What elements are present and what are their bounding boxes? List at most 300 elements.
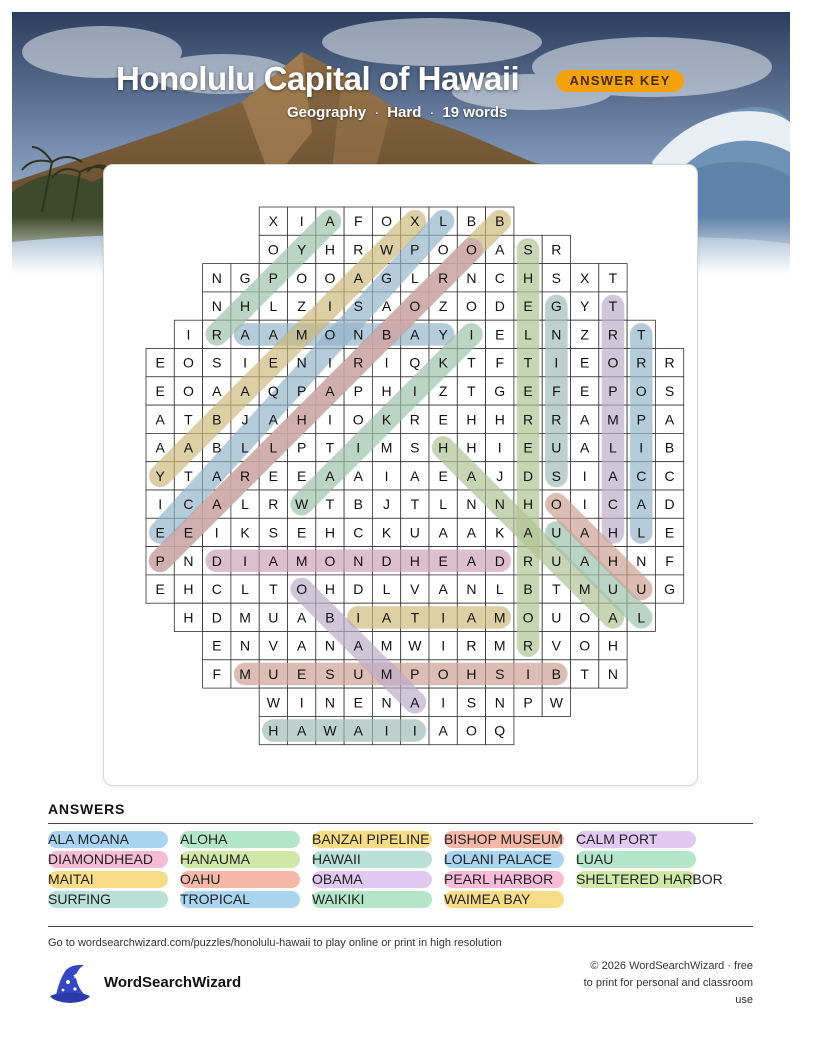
grid-letter: P	[410, 665, 420, 682]
grid-letter: S	[495, 665, 505, 682]
grid-letter: A	[579, 524, 590, 541]
grid-letter: A	[268, 411, 279, 428]
grid-letter: H	[324, 581, 336, 598]
grid-letter: O	[183, 382, 194, 399]
grid-letter: I	[497, 439, 502, 456]
grid-letter: T	[467, 354, 476, 371]
answer-word: PEARL HARBOR	[444, 871, 564, 888]
grid-letter: N	[551, 326, 562, 343]
grid-letter: A	[466, 467, 477, 484]
answer-word: HAWAII	[312, 851, 432, 868]
grid-letter: D	[522, 467, 534, 484]
grid-letter: I	[384, 354, 389, 371]
grid-letter: B	[551, 665, 562, 682]
meta-separator: ·	[374, 104, 380, 121]
grid-letter: A	[296, 722, 307, 739]
answer-word: MAITAI	[48, 871, 168, 888]
grid-letter: F	[552, 382, 561, 399]
grid-letter: P	[268, 269, 279, 286]
grid-letter: C	[494, 269, 505, 286]
grid-letter: T	[580, 665, 589, 682]
grid-letter: R	[239, 467, 251, 484]
grid-letter: T	[325, 496, 335, 513]
grid-letter: I	[469, 326, 474, 343]
grid-letter: J	[383, 496, 391, 513]
grid-letter: R	[664, 354, 675, 371]
grid-letter: A	[608, 609, 618, 626]
footer-divider	[48, 926, 753, 927]
answer-word: LUAU	[576, 851, 696, 868]
grid-letter: Y	[155, 467, 165, 484]
grid-letter: R	[607, 326, 619, 343]
grid-letter: I	[243, 552, 247, 569]
grid-letter: A	[296, 609, 307, 626]
grid-letter: O	[296, 581, 308, 598]
grid-letter: A	[240, 382, 250, 399]
answer-word: HANAUMA	[180, 851, 300, 868]
grid-letter: G	[494, 382, 506, 399]
grid-letter: U	[551, 439, 562, 456]
grid-letter: E	[155, 354, 165, 371]
grid-letter: U	[551, 552, 562, 569]
grid-letter: A	[381, 298, 392, 315]
grid-letter: C	[183, 496, 194, 513]
grid-letter: A	[212, 467, 222, 484]
grid-letter: I	[299, 213, 304, 230]
grid-letter: F	[212, 665, 222, 682]
grid-letter: F	[495, 354, 505, 371]
grid-letter: R	[522, 552, 534, 569]
grid-letter: U	[636, 581, 647, 598]
grid-letter: O	[267, 241, 279, 258]
grid-letter: M	[239, 665, 251, 682]
grid-letter: A	[495, 241, 505, 258]
grid-letter: R	[522, 411, 534, 428]
grid-letter: Q	[494, 722, 506, 739]
grid-letter: A	[438, 722, 448, 739]
grid-letter: A	[325, 382, 335, 399]
grid-letter: H	[607, 524, 619, 541]
grid-letter: Z	[297, 298, 306, 315]
puzzle-title: Honolulu Capital of Hawaii	[116, 60, 520, 97]
grid-letter: A	[212, 496, 222, 513]
grid-letter: K	[438, 354, 448, 371]
grid-letter: A	[240, 326, 250, 343]
grid-letter: O	[550, 496, 562, 513]
grid-letter: O	[352, 411, 364, 428]
grid-letter: E	[268, 354, 279, 371]
grid-letter: L	[269, 298, 278, 315]
grid-letter: S	[353, 298, 363, 315]
grid-letter: W	[266, 694, 280, 711]
grid-letter: E	[523, 382, 533, 399]
grid-letter: O	[466, 298, 477, 315]
grid-letter: D	[381, 552, 392, 569]
grid-letter: L	[241, 496, 249, 513]
grid-letter: D	[494, 552, 505, 569]
grid-letter: R	[551, 241, 562, 258]
grid-letter: A	[438, 581, 448, 598]
answer-key-badge: ANSWER KEY	[556, 70, 684, 92]
grid-letter: S	[212, 354, 222, 371]
grid-letter: I	[384, 467, 389, 484]
grid-letter: O	[409, 298, 421, 315]
grid-letter: I	[158, 496, 163, 513]
grid-letter: T	[608, 269, 618, 286]
word-count-label: 19 words	[442, 104, 508, 121]
grid-letter: E	[438, 552, 448, 569]
answers-heading: ANSWERS	[48, 801, 126, 817]
grid-letter: P	[296, 382, 307, 399]
grid-letter: B	[353, 496, 363, 513]
grid-letter: U	[268, 609, 279, 626]
grid-letter: P	[636, 411, 646, 428]
grid-letter: O	[324, 326, 336, 343]
grid-letter: T	[269, 581, 278, 598]
grid-letter: M	[607, 411, 619, 428]
grid-letter: A	[183, 439, 194, 456]
grid-letter: H	[268, 722, 279, 739]
grid-letter: K	[381, 524, 392, 541]
grid-letter: A	[608, 467, 618, 484]
grid-letter: A	[155, 439, 165, 456]
grid-letter: K	[381, 411, 392, 428]
grid-letter: K	[240, 524, 250, 541]
grid-letter: I	[441, 694, 446, 711]
grid-letter: I	[243, 354, 247, 371]
grid-letter: U	[409, 524, 420, 541]
grid-letter: L	[439, 213, 448, 230]
grid-letter: N	[296, 354, 307, 371]
grid-letter: A	[466, 552, 477, 569]
grid-letter: H	[324, 241, 336, 258]
grid-letter: R	[522, 637, 534, 654]
grid-letter: P	[353, 382, 363, 399]
grid-letter: O	[324, 269, 336, 286]
answer-word: SHELTERED HARBOR	[576, 871, 723, 887]
meta-separator: ·	[429, 104, 435, 121]
grid-letter: N	[466, 269, 477, 286]
grid-letter: I	[526, 665, 530, 682]
grid-letter: T	[467, 382, 476, 399]
grid-letter: G	[664, 581, 675, 598]
grid-letter: N	[183, 552, 194, 569]
grid-letter: H	[324, 524, 336, 541]
answer-word: OAHU	[180, 871, 300, 888]
grid-letter: A	[268, 326, 279, 343]
grid-letter: P	[296, 439, 307, 456]
grid-letter: A	[410, 326, 420, 343]
grid-letter: E	[212, 637, 222, 654]
grid-letter: R	[466, 637, 477, 654]
grid-letter: V	[551, 637, 562, 654]
grid-letter: R	[268, 496, 279, 513]
grid-letter: R	[211, 326, 222, 343]
grid-letter: A	[353, 269, 363, 286]
grid-letter: N	[324, 637, 336, 654]
grid-letter: E	[438, 411, 448, 428]
grid-letter: O	[296, 269, 308, 286]
grid-letter: O	[437, 241, 449, 258]
grid-letter: A	[466, 524, 477, 541]
grid-letter: H	[409, 552, 420, 569]
answer-word: WAIMEA BAY	[444, 891, 564, 908]
grid-letter: M	[380, 439, 393, 456]
grid-letter: H	[381, 382, 392, 399]
grid-letter: N	[494, 694, 505, 711]
grid-letter: D	[494, 298, 505, 315]
grid-letter: L	[609, 439, 617, 456]
grid-letter: Q	[409, 354, 421, 371]
grid-letter: O	[466, 722, 477, 739]
grid-letter: Z	[580, 326, 589, 343]
grid-letter: L	[637, 524, 646, 541]
grid-letter: I	[328, 411, 332, 428]
grid-letter: M	[295, 326, 308, 343]
grid-letter: O	[579, 609, 591, 626]
grid-letter: E	[438, 467, 448, 484]
grid-letter: H	[466, 665, 477, 682]
answer-word: OBAMA	[312, 871, 432, 888]
answer-word: LOLANI PALACE	[444, 851, 564, 868]
grid-letter: H	[183, 581, 194, 598]
grid-letter: Y	[579, 298, 590, 315]
grid-letter: R	[353, 354, 364, 371]
grid-letter: A	[438, 524, 448, 541]
grid-letter: A	[381, 609, 392, 626]
grid-letter: M	[493, 637, 506, 654]
grid-letter: R	[636, 354, 647, 371]
answer-word: DIAMONDHEAD	[48, 851, 168, 868]
grid-letter: P	[523, 694, 533, 711]
grid-letter: N	[466, 581, 477, 598]
grid-letter: N	[353, 552, 364, 569]
answer-word: ALA MOANA	[48, 831, 168, 848]
grid-letter: B	[664, 439, 675, 456]
grid-letter: B	[325, 609, 335, 626]
grid-letter: N	[211, 298, 222, 315]
grid-letter: A	[579, 439, 590, 456]
answer-word: SURFING	[48, 891, 168, 908]
grid-letter: H	[522, 496, 534, 513]
grid-letter: E	[155, 524, 165, 541]
grid-letter: N	[211, 269, 222, 286]
grid-letter: H	[438, 439, 449, 456]
grid-letter: I	[384, 722, 389, 739]
grid-letter: L	[382, 581, 391, 598]
copyright-text: © 2026 WordSearchWizard · free to print for personal and classroom use	[583, 960, 753, 1006]
grid-letter: A	[325, 467, 335, 484]
grid-letter: E	[268, 467, 279, 484]
grid-letter: E	[155, 382, 165, 399]
grid-letter: B	[212, 439, 222, 456]
grid-letter: W	[549, 694, 563, 711]
grid-letter: S	[325, 665, 335, 682]
grid-letter: E	[353, 694, 363, 711]
grid-letter: G	[381, 269, 392, 286]
grid-letter: R	[551, 411, 562, 428]
grid-letter: A	[325, 213, 335, 230]
grid-letter: S	[523, 241, 533, 258]
grid-letter: P	[410, 241, 420, 258]
grid-letter: R	[353, 241, 364, 258]
grid-letter: J	[241, 411, 249, 428]
grid-letter: O	[381, 213, 392, 230]
grid-letter: M	[578, 581, 591, 598]
grid-letter: C	[636, 467, 647, 484]
grid-letter: I	[412, 382, 417, 399]
grid-letter: L	[410, 269, 419, 286]
answer-word: WAIKIKI	[312, 891, 432, 908]
grid-letter: F	[353, 213, 363, 230]
grid-letter: M	[493, 609, 506, 626]
grid-letter: C	[607, 496, 619, 513]
grid-letter: D	[664, 496, 675, 513]
grid-letter: N	[494, 496, 505, 513]
grid-letter: I	[441, 637, 446, 654]
grid-letter: A	[466, 609, 477, 626]
grid-letter: I	[356, 439, 361, 456]
grid-letter: A	[212, 382, 222, 399]
grid-letter: S	[410, 439, 420, 456]
answer-word: BANZAI PIPELINE	[312, 831, 432, 848]
grid-letter: E	[579, 354, 590, 371]
grid-letter: T	[608, 298, 618, 315]
grid-letter: I	[214, 524, 219, 541]
grid-letter: U	[607, 581, 619, 598]
grid-letter: T	[410, 496, 420, 513]
grid-letter: A	[268, 552, 279, 569]
grid-letter: P	[608, 382, 618, 399]
grid-letter: B	[495, 213, 505, 230]
answer-word: CALM PORT	[576, 831, 696, 848]
grid-letter: E	[296, 524, 307, 541]
grid-letter: R	[409, 411, 420, 428]
grid-letter: I	[582, 496, 587, 513]
grid-letter: I	[554, 354, 559, 371]
grid-letter: L	[241, 439, 249, 456]
grid-letter: X	[579, 269, 590, 286]
grid-letter: C	[664, 467, 675, 484]
grid-letter: W	[323, 722, 337, 739]
grid-letter: I	[328, 298, 332, 315]
grid-letter: I	[639, 439, 644, 456]
grid-letter: S	[551, 269, 562, 286]
grid-letter: N	[324, 694, 336, 711]
grid-letter: A	[155, 411, 165, 428]
grid-letter: X	[410, 213, 420, 230]
answers-divider	[48, 823, 753, 824]
grid-letter: T	[552, 581, 561, 598]
grid-letter: P	[155, 552, 165, 569]
grid-letter: C	[211, 581, 222, 598]
letter-grid	[104, 165, 697, 785]
grid-letter: O	[466, 241, 477, 258]
grid-letter: A	[579, 411, 590, 428]
grid-letter: B	[523, 581, 533, 598]
grid-letter: Q	[267, 382, 279, 399]
grid-letter: B	[466, 213, 477, 230]
grid-letter: A	[636, 496, 646, 513]
grid-letter: K	[495, 524, 505, 541]
grid-letter: A	[579, 552, 590, 569]
grid-letter: H	[607, 552, 619, 569]
grid-letter: Z	[438, 298, 448, 315]
grid-letter: E	[664, 524, 675, 541]
grid-letter: X	[268, 213, 279, 230]
wizard-hat-icon	[46, 962, 94, 1004]
grid-letter: V	[410, 581, 420, 598]
grid-letter: E	[155, 581, 165, 598]
difficulty-label: Hard	[387, 104, 422, 121]
grid-letter: T	[184, 411, 193, 428]
grid-letter: M	[239, 609, 251, 626]
grid-letter: I	[299, 694, 304, 711]
grid-letter: S	[664, 382, 675, 399]
grid-letter: S	[551, 467, 562, 484]
grid-letter: L	[637, 609, 646, 626]
grid-letter: E	[579, 382, 590, 399]
grid-letter: H	[296, 411, 307, 428]
grid-letter: J	[496, 467, 504, 484]
grid-letter: C	[353, 524, 364, 541]
grid-letter: I	[441, 609, 446, 626]
grid-letter: D	[353, 581, 364, 598]
grid-letter: G	[550, 298, 562, 315]
grid-letter: N	[636, 552, 647, 569]
grid-letter: E	[296, 665, 307, 682]
grid-letter: I	[186, 326, 191, 343]
grid-letter: E	[523, 439, 533, 456]
answer-word: BISHOP MUSEUM	[444, 831, 563, 847]
grid-letter: H	[183, 609, 194, 626]
grid-letter: G	[239, 269, 251, 286]
grid-letter: L	[241, 581, 249, 598]
grid-letter: B	[212, 411, 222, 428]
grid-letter: Z	[438, 382, 448, 399]
grid-letter: L	[495, 581, 504, 598]
grid-letter: Y	[296, 241, 307, 258]
grid-letter: H	[239, 298, 251, 315]
grid-letter: M	[295, 552, 308, 569]
grid-letter: T	[184, 467, 193, 484]
grid-letter: W	[379, 241, 394, 258]
grid-letter: O	[437, 665, 449, 682]
grid-letter: E	[296, 467, 307, 484]
grid-letter: D	[211, 552, 222, 569]
grid-letter: A	[296, 637, 307, 654]
grid-letter: U	[551, 524, 562, 541]
grid-letter: S	[466, 694, 477, 711]
puzzle-meta	[287, 104, 507, 121]
grid-letter: T	[410, 609, 420, 626]
grid-letter: A	[664, 411, 675, 428]
grid-letter: N	[353, 326, 364, 343]
grid-letter: A	[523, 524, 533, 541]
grid-letter: S	[268, 524, 279, 541]
answer-word: ALOHA	[180, 831, 300, 848]
grid-letter: A	[410, 694, 420, 711]
grid-letter: O	[183, 354, 194, 371]
grid-letter: N	[381, 694, 392, 711]
grid-letter: L	[524, 326, 532, 343]
grid-letter: T	[523, 354, 533, 371]
grid-letter: N	[466, 496, 477, 513]
grid-letter: A	[353, 637, 363, 654]
grid-letter: R	[438, 269, 449, 286]
grid-letter: U	[268, 665, 279, 682]
grid-letter: O	[607, 354, 619, 371]
